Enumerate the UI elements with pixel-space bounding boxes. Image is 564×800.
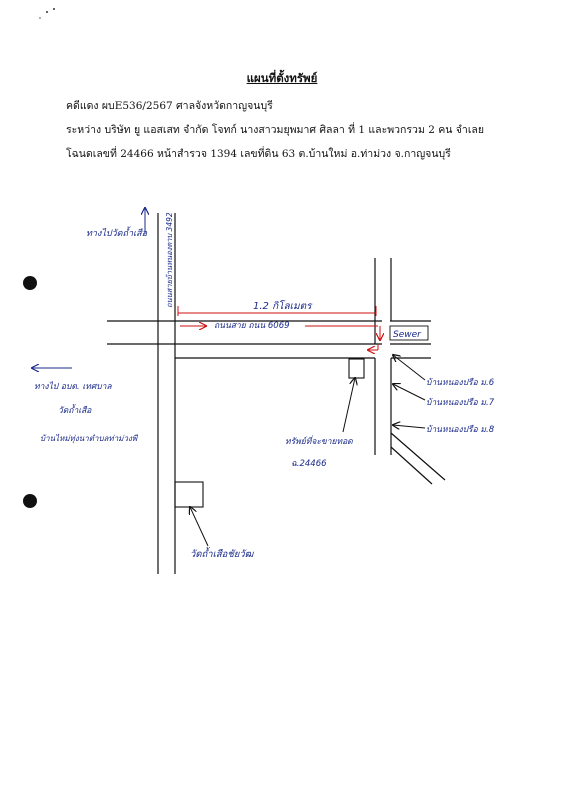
label-wat-tham: วัดถ้ำเสือ (58, 406, 92, 416)
temple-plot (175, 482, 203, 507)
label-to-wat: ทางไปวัดถ้ำเสือ (86, 229, 147, 239)
label-moo7: บ้านหนองปรือ ม.7 (426, 398, 495, 408)
label-road-6069: ถนนสาย ถนน 6069 (214, 321, 290, 331)
label-road-3492: ถนนสายบ้านหนองตาบ 3492 (165, 212, 174, 308)
scan-specks (39, 8, 55, 19)
label-tambon: บ้านไหม่ทุ่งนาตำบลท่าม่วงพี (40, 434, 138, 443)
label-wat-bottom: วัดถ้ำเสือชัยวัฒ (190, 549, 254, 560)
document-title: แผนที่ตั้งทรัพย์ (246, 71, 318, 85)
leader-arrows (32, 208, 425, 546)
label-moo8: บ้านหนองปรือ ม.8 (426, 425, 495, 435)
label-sewer: Sewer (393, 330, 421, 340)
property-plot (349, 359, 364, 378)
deed-line: โฉนดเลขที่ 24466 หน้าสำรวจ 1394 เลขที่ดิน 63 ต.บ้านใหม่ อ.ท่าม่วง จ.กาญจนบุรี (66, 148, 451, 160)
parties-line: ระหว่าง บริษัท ยู แอสเสท จำกัด โจทก์ นางสาวมยุพมาศ ศิลลา ที่ 1 และพวกรวม 2 คน จำเลย (66, 124, 484, 136)
label-distance: 1.2 กิโลเมตร (253, 301, 312, 312)
roads (107, 213, 445, 574)
label-moo6: บ้านหนองปรือ ม.6 (426, 378, 495, 388)
label-property: ทรัพย์ที่จะขายทอด (285, 437, 353, 447)
label-deed-no: ฉ.24466 (291, 459, 327, 469)
case-number-line: คดีแดง ผบE536/2567 ศาลจังหวัดกาญจนบุรี (66, 100, 273, 112)
label-to-tessaban: ทางไป อบต. เทศบาล (34, 382, 112, 392)
